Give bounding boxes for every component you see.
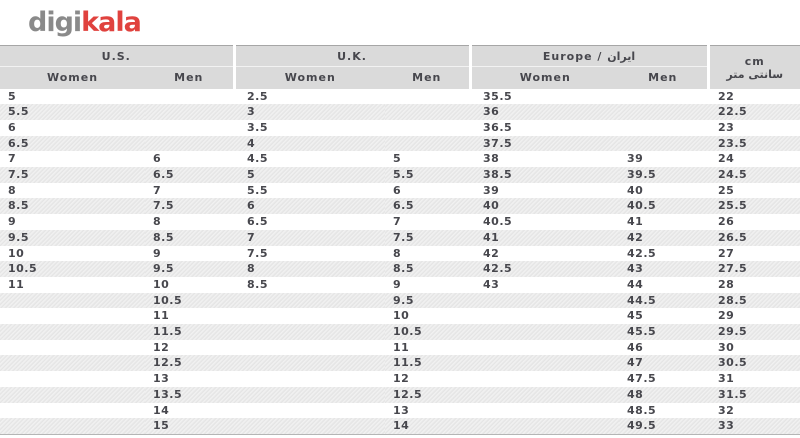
cell-eu-women: 38 [483, 152, 500, 166]
cell-uk-men: 8 [393, 246, 402, 260]
cell-us-women: 5.5 [0, 104, 145, 120]
cell-us-women [0, 324, 145, 340]
cell-uk-men: 9 [393, 277, 402, 291]
cell-eu-women: 41 [470, 230, 619, 246]
cell-uk-men: 10.5 [385, 324, 470, 340]
cell-us-men: 12.5 [145, 355, 234, 371]
table-row [0, 277, 800, 293]
cell-eu-men: 47.5 [627, 372, 657, 386]
logo-text-digi: digi [28, 7, 82, 38]
cell-eu-men: 39 [627, 152, 644, 166]
cell-us-men [145, 136, 234, 152]
cell-eu-women: 37.5 [470, 136, 619, 152]
cell-eu-women: 42 [483, 246, 500, 260]
cell-us-women: 6.5 [0, 136, 145, 152]
cell-uk-men: 5 [393, 152, 402, 166]
cell-uk-men: 7 [393, 215, 402, 229]
cell-eu-men: 45 [627, 309, 644, 323]
cell-uk-women [234, 387, 385, 403]
cell-eu-men: 48.5 [627, 403, 657, 417]
cell-eu-men: 44.5 [619, 293, 708, 309]
cell-us-women [0, 355, 145, 371]
cell-uk-men [385, 120, 470, 136]
cell-uk-men [385, 104, 470, 120]
cell-cm: 26 [718, 215, 735, 229]
table-row [0, 293, 800, 309]
digikala-logo [28, 6, 141, 40]
cell-uk-women: 4.5 [247, 152, 268, 166]
cell-uk-women: 5 [234, 167, 385, 183]
cell-eu-men: 43 [619, 261, 708, 277]
cell-eu-women [470, 403, 619, 419]
cell-uk-women [234, 355, 385, 371]
table-row [0, 403, 800, 419]
column-header-eu-women: Women [470, 67, 619, 89]
cell-eu-women [470, 340, 619, 356]
cell-cm: 24 [718, 152, 735, 166]
cell-eu-women: 40.5 [483, 215, 513, 229]
cell-cm: 32 [718, 403, 735, 417]
cell-eu-men [619, 104, 708, 120]
cell-eu-men: 42.5 [627, 246, 657, 260]
logo-bar [0, 0, 800, 45]
cell-us-women: 6 [8, 120, 17, 134]
cell-eu-women: 36.5 [483, 120, 513, 134]
table-row [0, 418, 800, 434]
cell-uk-women: 2.5 [247, 89, 268, 103]
cell-cm: 30 [718, 340, 735, 354]
group-header-us: U.S. [0, 46, 234, 67]
cell-uk-men: 11.5 [385, 355, 470, 371]
cell-uk-men: 12 [393, 372, 410, 386]
table-row [0, 261, 800, 277]
cm-label: cm [744, 55, 765, 69]
table-row [0, 324, 800, 340]
group-header-cm [708, 46, 800, 89]
cell-us-men: 7 [153, 183, 162, 197]
cell-uk-men: 13 [393, 403, 410, 417]
cell-us-women: 9 [8, 215, 17, 229]
cell-eu-women [470, 355, 619, 371]
cell-cm: 28.5 [708, 293, 800, 309]
cell-eu-men: 41 [627, 215, 644, 229]
table-row [0, 230, 800, 246]
cell-us-men: 14 [153, 403, 170, 417]
cell-eu-women: 36 [470, 104, 619, 120]
table-row [0, 214, 800, 230]
cell-us-men: 9.5 [145, 261, 234, 277]
table-row [0, 136, 800, 152]
table-row [0, 183, 800, 199]
table-row [0, 355, 800, 371]
cell-cm: 26.5 [708, 230, 800, 246]
cell-cm: 29.5 [708, 324, 800, 340]
cell-uk-women: 5.5 [247, 183, 268, 197]
cell-eu-women [470, 293, 619, 309]
cell-cm: 28 [718, 277, 735, 291]
cell-us-women [0, 387, 145, 403]
cell-eu-women: 35.5 [483, 89, 513, 103]
cell-us-men [145, 104, 234, 120]
cell-us-men: 6 [153, 152, 162, 166]
cell-us-women: 7 [8, 152, 17, 166]
cell-eu-men [619, 136, 708, 152]
cell-eu-men: 40 [627, 183, 644, 197]
table-row [0, 89, 800, 105]
cell-uk-men: 12.5 [385, 387, 470, 403]
column-header-eu-men: Men [619, 67, 708, 89]
cell-uk-men: 11 [393, 340, 410, 354]
cell-eu-women [470, 371, 619, 387]
cell-us-men: 15 [145, 418, 234, 434]
cell-uk-men: 10 [393, 309, 410, 323]
table-row [0, 308, 800, 324]
cell-cm: 25 [718, 183, 735, 197]
cell-us-women: 10.5 [0, 261, 145, 277]
shoe-size-conversion-table [0, 45, 800, 435]
cell-us-men: 9 [153, 246, 162, 260]
table-row [0, 246, 800, 262]
group-header-row [0, 46, 800, 67]
cell-us-men: 6.5 [145, 167, 234, 183]
cell-cm: 22 [718, 89, 735, 103]
cell-uk-women [234, 340, 385, 356]
cell-eu-women: 43 [483, 277, 500, 291]
cell-eu-men: 46 [627, 340, 644, 354]
cell-uk-women: 8 [234, 261, 385, 277]
column-header-uk-men: Men [385, 67, 470, 89]
table-row [0, 104, 800, 120]
cell-eu-women [470, 308, 619, 324]
cell-us-men: 8.5 [145, 230, 234, 246]
cell-eu-women [470, 387, 619, 403]
sub-header-row [0, 67, 800, 89]
cell-us-women [0, 371, 145, 387]
cell-uk-women [234, 371, 385, 387]
cell-cm: 27 [718, 246, 735, 260]
cell-cm: 27.5 [708, 261, 800, 277]
column-header-us-women: Women [0, 67, 145, 89]
cell-us-men: 10.5 [145, 293, 234, 309]
cell-eu-women [470, 324, 619, 340]
cell-eu-men: 47 [619, 355, 708, 371]
cell-eu-women: 39 [483, 183, 500, 197]
cell-cm: 23.5 [708, 136, 800, 152]
cell-us-women: 5 [8, 89, 17, 103]
cell-uk-women [234, 418, 385, 434]
cell-eu-men: 45.5 [619, 324, 708, 340]
cell-cm: 22.5 [708, 104, 800, 120]
group-header-uk: U.K. [234, 46, 470, 67]
cell-us-women [0, 308, 145, 324]
cell-uk-women [234, 308, 385, 324]
size-chart-body [0, 89, 800, 435]
cell-cm: 29 [718, 309, 735, 323]
cell-uk-women: 8.5 [247, 277, 268, 291]
cell-eu-men [619, 89, 708, 105]
cell-us-men: 13 [153, 372, 170, 386]
cell-us-women: 8.5 [0, 198, 145, 214]
cell-eu-men: 42 [619, 230, 708, 246]
cell-us-women: 9.5 [0, 230, 145, 246]
cell-uk-men: 6 [393, 183, 402, 197]
cell-eu-women: 38.5 [470, 167, 619, 183]
cell-cm: 31.5 [708, 387, 800, 403]
logo-text-kala: kala [81, 7, 141, 38]
cell-uk-women: 3 [234, 104, 385, 120]
cell-eu-men: 44 [627, 277, 644, 291]
cm-sublabel-farsi: سانتی متر [726, 68, 784, 82]
cell-cm: 33 [708, 418, 800, 434]
cell-cm: 30.5 [708, 355, 800, 371]
cell-us-women: 8 [8, 183, 17, 197]
cell-uk-men [385, 89, 470, 105]
cell-us-women [0, 418, 145, 434]
table-row [0, 120, 800, 136]
cell-us-men [145, 89, 234, 105]
cell-eu-women: 42.5 [470, 261, 619, 277]
cell-uk-men: 6.5 [385, 198, 470, 214]
table-row [0, 340, 800, 356]
cell-us-men: 13.5 [145, 387, 234, 403]
cell-eu-women: 40 [470, 198, 619, 214]
cell-us-men: 10 [153, 277, 170, 291]
table-header [0, 46, 800, 89]
cell-cm: 31 [718, 372, 735, 386]
cell-cm: 24.5 [708, 167, 800, 183]
group-header-europe-iran: Europe / ایران [470, 46, 708, 67]
cell-eu-men: 49.5 [619, 418, 708, 434]
cell-us-men: 12 [153, 340, 170, 354]
cell-uk-women [234, 403, 385, 419]
table-row [0, 387, 800, 403]
cell-eu-women [470, 418, 619, 434]
cell-us-men: 8 [153, 215, 162, 229]
table-row [0, 371, 800, 387]
cell-us-men: 11.5 [145, 324, 234, 340]
cell-uk-women: 7.5 [247, 246, 268, 260]
cell-uk-women: 6 [234, 198, 385, 214]
table-row [0, 151, 800, 167]
cell-us-women [0, 403, 145, 419]
table-row [0, 198, 800, 214]
cell-uk-women: 3.5 [247, 120, 268, 134]
cell-uk-men: 14 [385, 418, 470, 434]
table-row [0, 167, 800, 183]
cell-us-men [145, 120, 234, 136]
cell-us-women: 10 [8, 246, 25, 260]
cell-uk-men: 9.5 [385, 293, 470, 309]
cell-us-women [0, 293, 145, 309]
cell-us-women: 7.5 [0, 167, 145, 183]
cell-uk-men [385, 136, 470, 152]
cell-uk-men: 5.5 [385, 167, 470, 183]
cell-uk-women: 6.5 [247, 215, 268, 229]
cell-uk-women [234, 293, 385, 309]
cell-uk-men: 7.5 [385, 230, 470, 246]
cell-us-men: 11 [153, 309, 170, 323]
cell-eu-men: 39.5 [619, 167, 708, 183]
cell-cm: 23 [718, 120, 735, 134]
cell-us-women [0, 340, 145, 356]
column-header-uk-women: Women [234, 67, 385, 89]
cell-uk-women [234, 324, 385, 340]
cell-eu-men [619, 120, 708, 136]
cell-cm: 25.5 [708, 198, 800, 214]
column-header-us-men: Men [145, 67, 234, 89]
cell-uk-women: 7 [234, 230, 385, 246]
cell-us-women: 11 [8, 277, 25, 291]
cell-uk-men: 8.5 [385, 261, 470, 277]
cell-uk-women: 4 [234, 136, 385, 152]
cell-us-men: 7.5 [145, 198, 234, 214]
cell-eu-men: 40.5 [619, 198, 708, 214]
cell-eu-men: 48 [619, 387, 708, 403]
